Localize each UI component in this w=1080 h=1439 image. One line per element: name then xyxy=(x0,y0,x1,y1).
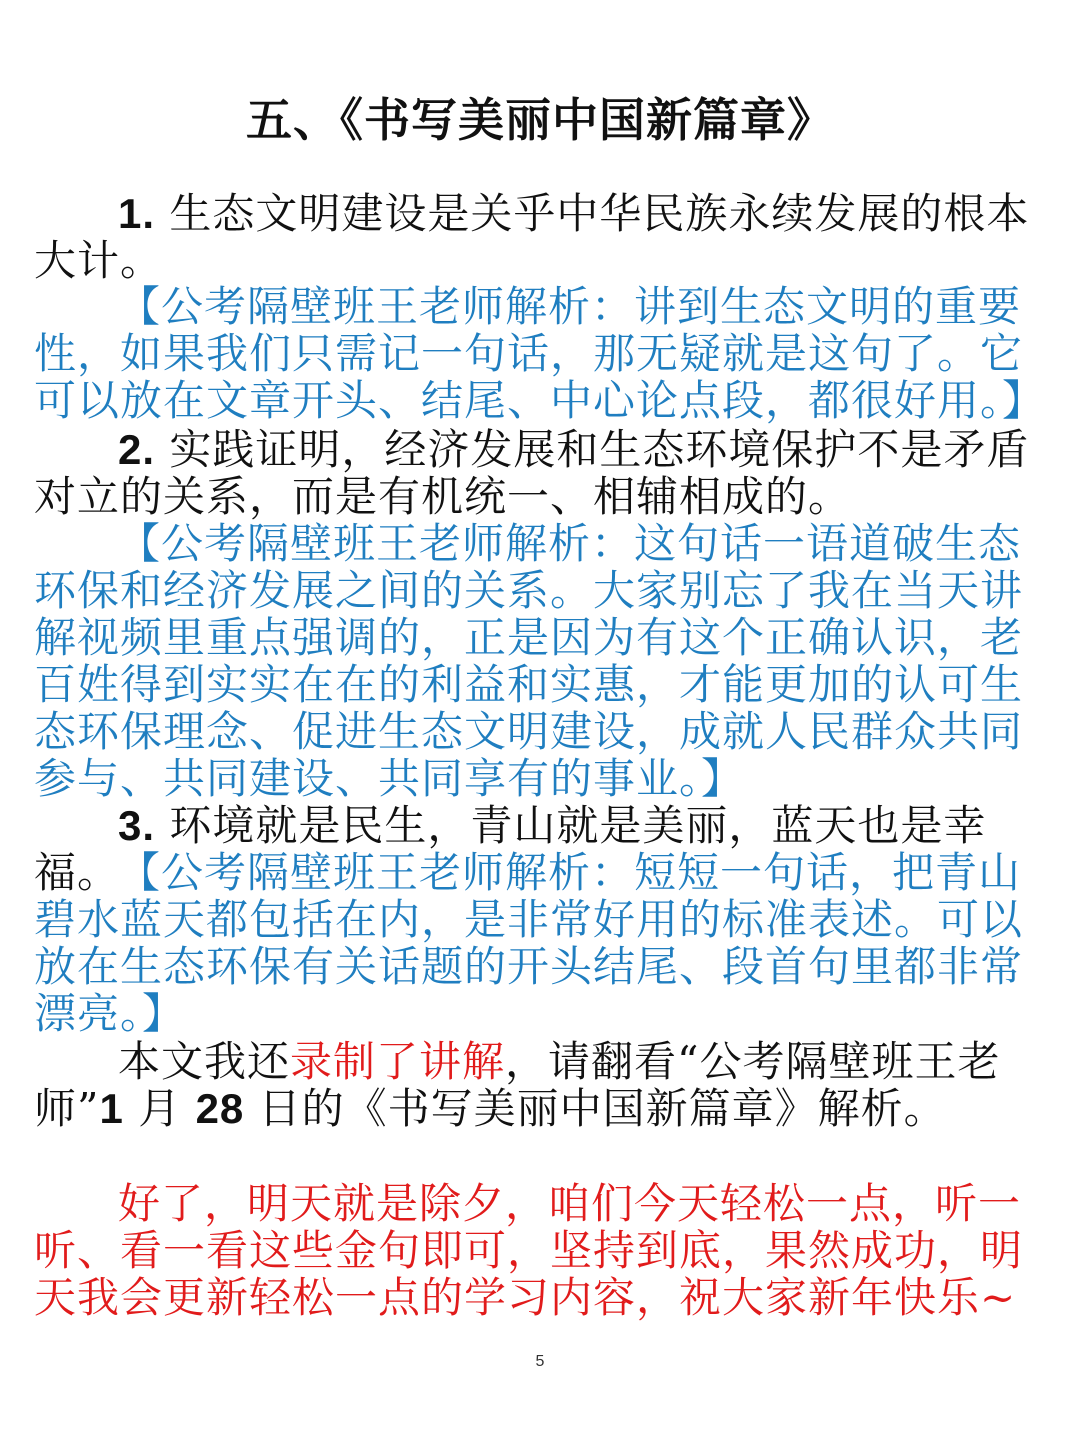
closing-paragraph: 好了，明天就是除夕，咱们今天轻松一点，听一听、看一看这些金句即可，坚持到底，果然成功，明天我会更新轻松一点的学习内容，祝大家新年快乐~ xyxy=(34,1179,1024,1322)
item-3-number: 3. xyxy=(118,802,156,849)
item-2-text: 实践证明，经济发展和生态环境保护不是矛盾对立的关系，而是有机统一、相辅相成的。 xyxy=(34,425,1030,521)
item-2-analysis: 【公考隔壁班王老师解析：这句话一语道破生态环保和经济发展之间的关系。大家别忘了我在当天讲解视频里重点强调的，正是因为有这个正确认识，老百姓得到实实在在的利益和实惠，才能更加的认可生态环保理念、促进生态文明建设，成就人民群众共同参与、共同建设、共同享有的事业。】 xyxy=(34,519,1024,803)
item-1-statement xyxy=(34,190,1050,284)
item-1-number: 1. xyxy=(118,190,156,237)
document-title: 五、《书写美丽中国新篇章》 xyxy=(246,93,834,147)
note-month: 1 xyxy=(99,1085,124,1132)
item-2-number: 2. xyxy=(118,426,156,473)
note-day: 28 xyxy=(195,1085,245,1132)
item-3-analysis: 【公考隔壁班王老师解析：短短一句话，把青山碧水蓝天都包括在内，是非常好用的标准表述。可以放在生态环保有关话题的开头结尾、段首句里都非常漂亮。】 xyxy=(34,848,1024,1038)
note-text-end: 日的《书写美丽中国新篇章》解析。 xyxy=(258,1084,947,1133)
item-1-text: 生态文明建设是关乎中华民族永续发展的根本大计。 xyxy=(34,189,1030,285)
note-text-before: 本文我还 xyxy=(118,1037,291,1086)
note-text-after: ，请翻看“公考隔壁班王老师” xyxy=(34,1037,1001,1133)
note-month-unit: 月 xyxy=(138,1084,182,1133)
item-2-statement xyxy=(34,426,1050,520)
page-number: 5 xyxy=(535,1353,545,1370)
recording-note xyxy=(34,1038,1050,1132)
item-1-analysis: 【公考隔壁班王老师解析：讲到生态文明的重要性，如果我们只需记一句话，那无疑就是这句了。它可以放在文章开头、结尾、中心论点段，都很好用。】 xyxy=(34,282,1046,425)
note-highlight: 录制了讲解 xyxy=(290,1037,506,1086)
item-3-text: 环境就是民生，青山就是美丽，蓝天也是幸福。 xyxy=(34,801,987,897)
